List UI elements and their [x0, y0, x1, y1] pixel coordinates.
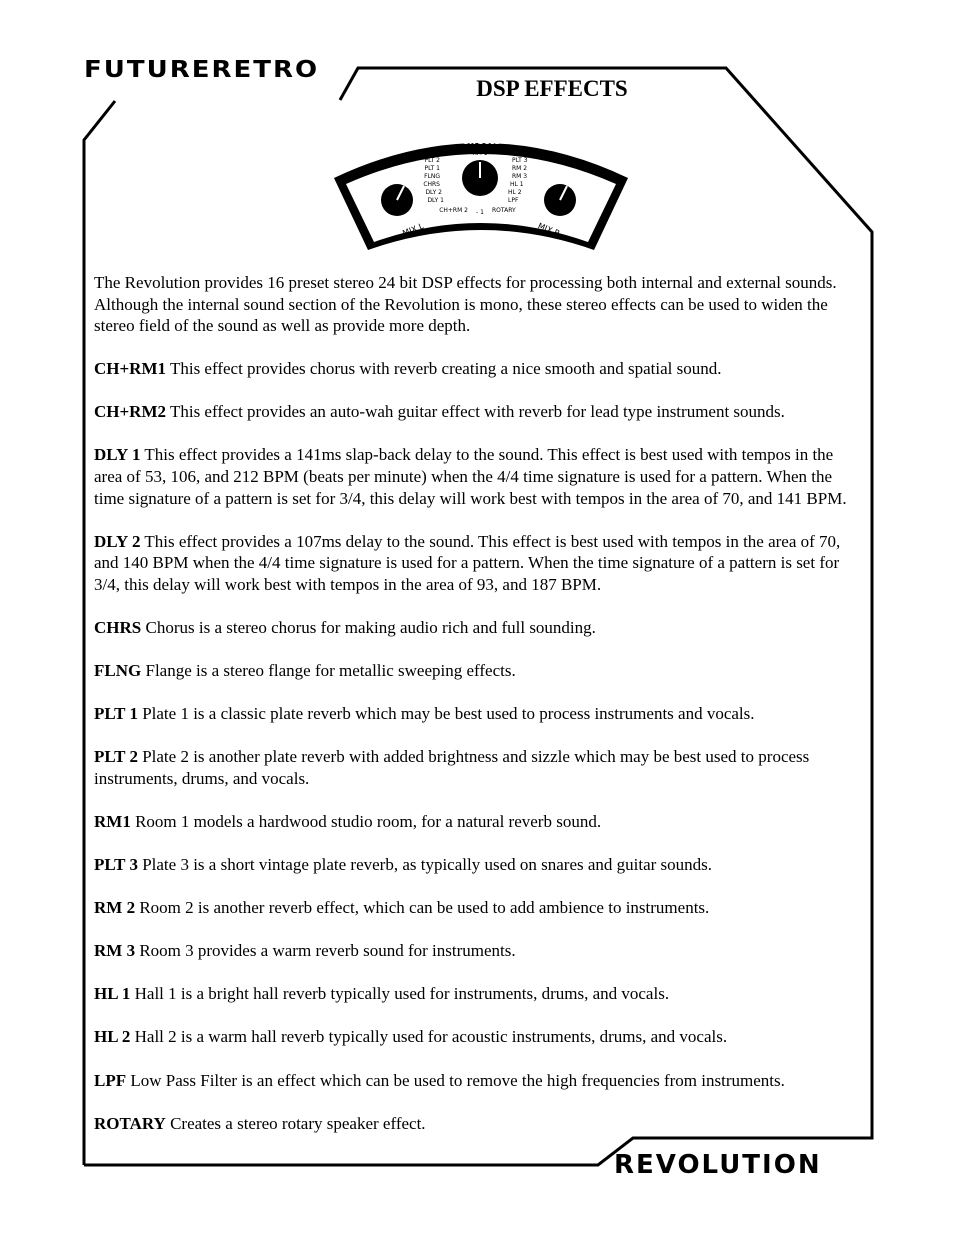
panel-label-left-7: CH+RM 2 — [439, 207, 468, 214]
panel-label-right-6: LPF — [508, 197, 519, 204]
effect-name: LPF — [94, 1070, 127, 1090]
effect-name: PLT 2 — [94, 747, 138, 767]
effect-description: This effect provides a 107ms delay to the sound. This effect is best used with tempos in the area of 70, and 140 BPM when the 4/4 time signature is used for a pattern. When the time signature of a pattern is set for 3/4, this delay will work best with tempos in the area of 93, and 187 BPM. — [94, 531, 841, 594]
effect-name: RM 2 — [94, 898, 136, 918]
effect-item — [94, 897, 864, 919]
effect-description: This effect provides chorus with reverb creating a nice smooth and spatial sound. — [166, 359, 722, 379]
effect-item — [94, 1113, 864, 1135]
futureretro-logo: FUTURERETRO — [84, 56, 320, 84]
panel-label-left-6: DLY 1 — [427, 197, 444, 204]
effect-name: FLNG — [94, 661, 142, 681]
effect-item — [94, 444, 864, 509]
effect-item — [94, 1026, 864, 1048]
effect-description: This effect provides a 141ms slap-back delay to the sound. This effect is best used with tempos in the area of 53, 106, and 212 BPM (beats per minute) when the 4/4 time signature is used for a pattern. When the time signature of a pattern is set for 3/4, this delay will work best with tempos in the area of 70, and 141 BPM. — [94, 445, 847, 508]
panel-heading: effects — [461, 136, 501, 147]
effect-name: RM 3 — [94, 941, 136, 961]
mix-l-label: MIX L — [401, 221, 425, 238]
effect-name: HL 1 — [94, 984, 131, 1004]
effect-description: Hall 1 is a bright hall reverb typically used for instruments, drums, and vocals. — [130, 984, 670, 1004]
panel-label-right-2: RM 2 — [512, 165, 528, 172]
effect-description: Room 1 models a hardwood studio room, for a natural reverb sound. — [130, 812, 602, 831]
panel-label-top: RM 1 — [472, 150, 488, 157]
panel-label-left-5: DLY 2 — [425, 189, 442, 196]
panel-label-left-3: FLNG — [424, 173, 440, 180]
effect-description: This effect provides an auto-wah guitar effect with reverb for lead type instrument sounds. — [166, 402, 785, 422]
effect-item — [94, 1070, 864, 1092]
effect-name: CH+RM2 — [94, 402, 167, 422]
effect-description: Hall 2 is a warm hall reverb typically used for acoustic instruments, drums, and vocals. — [130, 1027, 728, 1047]
effect-item — [94, 940, 864, 962]
panel-label-left-2: PLT 1 — [424, 165, 440, 172]
effect-description: Plate 3 is a short vintage plate reverb, as typically used on snares and guitar sounds. — [137, 855, 713, 875]
effect-name: CHRS — [94, 618, 142, 638]
mix-r-knob[interactable] — [544, 184, 576, 216]
panel-label-left-1: PLT 2 — [424, 157, 440, 164]
effect-description: Room 3 provides a warm reverb sound for instruments. — [135, 941, 516, 961]
effect-item — [94, 703, 864, 725]
effect-description: Chorus is a stereo chorus for making audio rich and full sounding. — [141, 618, 596, 638]
effect-name: CH+RM1 — [94, 359, 167, 379]
mix-l-knob[interactable] — [381, 184, 413, 216]
effect-item — [94, 617, 864, 639]
panel-label-left-4: CHRS — [423, 181, 440, 188]
effect-item — [94, 401, 864, 423]
effect-item — [94, 983, 864, 1005]
effect-description: Low Pass Filter is an effect which can be used to remove the high frequencies from instruments. — [126, 1070, 785, 1090]
effect-item — [94, 358, 864, 380]
effect-description: Plate 2 is another plate reverb with added brightness and sizzle which may be best used to process instruments, drums, and vocals. — [94, 747, 810, 788]
effect-name: DLY 2 — [94, 531, 141, 551]
revolution-logo: REVOLUTION — [614, 1150, 822, 1180]
panel-label-right-5: HL 2 — [508, 189, 522, 196]
effect-name: HL 2 — [94, 1027, 131, 1047]
effect-item — [94, 531, 864, 596]
effect-item — [94, 811, 864, 833]
effect-item — [94, 660, 864, 682]
panel-label-right-4: HL 1 — [510, 181, 524, 188]
effect-description: Flange is a stereo flange for metallic sweeping effects. — [141, 661, 516, 681]
effect-name: PLT 1 — [94, 704, 138, 724]
panel-label-right-3: RM 3 — [512, 173, 528, 180]
panel-label-bottom: - 1 — [476, 209, 484, 216]
effect-name: ROTARY — [94, 1113, 166, 1133]
effect-description: Room 2 is another reverb effect, which can be used to add ambience to instruments. — [135, 898, 710, 918]
effect-name: PLT 3 — [94, 855, 138, 875]
panel-label-right-1: PLT 3 — [512, 157, 528, 164]
effect-name: RM1 — [94, 812, 131, 831]
body-text — [94, 272, 864, 1156]
effects-panel — [332, 130, 630, 252]
effect-name: DLY 1 — [94, 445, 141, 465]
panel-label-right-7: ROTARY — [492, 207, 516, 214]
effect-description: Plate 1 is a classic plate reverb which may be best used to process instruments and vocals. — [137, 704, 755, 724]
effect-select-knob[interactable] — [462, 160, 498, 196]
effect-description: Creates a stereo rotary speaker effect. — [165, 1113, 426, 1133]
intro-paragraph: The Revolution provides 16 preset stereo 24 bit DSP effects for processing both internal and external sounds. Although the internal sound section of the Revolution is mono, these stereo effects can be used to widen the stereo field of the sound as well as provide more depth. — [94, 273, 837, 336]
mix-r-label: MIX R — [536, 221, 562, 239]
effect-item — [94, 854, 864, 876]
effect-item — [94, 746, 864, 789]
page-title: DSP EFFECTS — [476, 76, 628, 101]
